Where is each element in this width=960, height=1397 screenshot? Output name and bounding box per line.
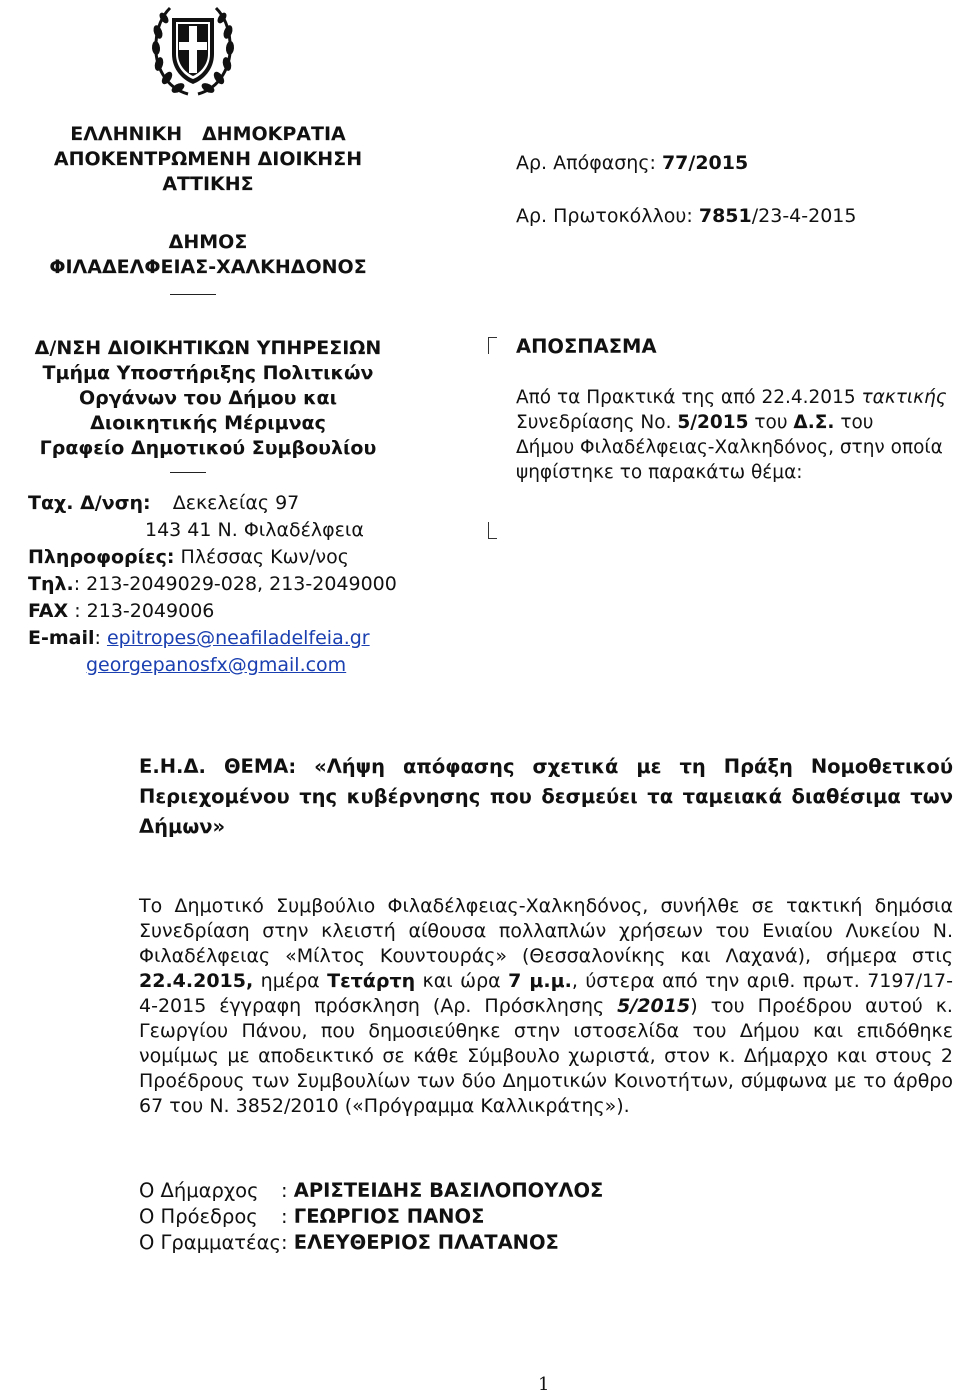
signature-separator: : bbox=[281, 1205, 294, 1228]
info-value: Πλέσσας Κων/νος bbox=[180, 546, 349, 568]
decision-value: 77/2015 bbox=[661, 152, 749, 174]
signature-role: Ο Πρόεδρος bbox=[139, 1205, 258, 1228]
signature-role: Ο Γραμματέας bbox=[139, 1231, 281, 1254]
phone-value: : 213-2049029-028, 213-2049000 bbox=[73, 573, 397, 595]
decision-label: Αρ. Απόφασης: bbox=[516, 152, 662, 174]
meeting-date: 22.4.2015, bbox=[139, 970, 254, 992]
signature-name: ΕΛΕΥΘΕΡΙΟΣ ΠΛΑΤΑΝΟΣ bbox=[293, 1231, 559, 1254]
excerpt-session-number: 5/2015 bbox=[677, 412, 749, 433]
excerpt-line-2 bbox=[516, 410, 956, 435]
email-row bbox=[28, 625, 408, 652]
department-line-3: Διοικητικής Μέριμνας bbox=[90, 412, 326, 434]
state-header bbox=[28, 122, 388, 197]
directorate-name: Δ/ΝΣΗ ΔΙΟΙΚΗΤΙΚΩΝ ΥΠΗΡΕΣΙΩΝ bbox=[34, 337, 382, 359]
municipality-header bbox=[28, 230, 388, 280]
email-row-2 bbox=[28, 652, 408, 679]
body-paragraph bbox=[139, 894, 953, 1119]
signature-role: Ο Δήμαρχος bbox=[139, 1179, 259, 1202]
excerpt-text bbox=[516, 385, 956, 485]
address-label: Ταχ. Δ/νση: bbox=[28, 492, 151, 514]
divider bbox=[170, 294, 216, 295]
country-name: ΕΛΛΗΝΙΚΗ ΔΗΜΟΚΡΑΤΙΑ bbox=[70, 123, 346, 145]
excerpt-line-2-end: του bbox=[834, 412, 874, 433]
protocol-number bbox=[516, 203, 856, 229]
divider bbox=[170, 472, 206, 473]
phone-row bbox=[28, 571, 408, 598]
excerpt-line-1 bbox=[516, 385, 956, 410]
administration-line-2: ΑΤΤΙΚΗΣ bbox=[162, 173, 254, 195]
subject-prefix: Ε.Η.Δ. bbox=[139, 755, 206, 778]
body-text-2: ημέρα bbox=[253, 970, 328, 992]
body-text-3: και ώρα bbox=[415, 970, 509, 992]
phone-label: Τηλ. bbox=[28, 573, 74, 595]
signature-mayor bbox=[139, 1178, 603, 1204]
directorate-block bbox=[28, 336, 388, 461]
coat-of-arms-icon bbox=[148, 2, 238, 98]
fax-row bbox=[28, 598, 408, 625]
excerpt-line-1-text: Από τα Πρακτικά της από 22.4.2015 bbox=[516, 387, 862, 408]
municipality-line-1: ΔΗΜΟΣ bbox=[168, 231, 248, 253]
municipality-line-2: ΦΙΛΑΔΕΛΦΕΙΑΣ-ΧΑΛΚΗΔΟΝΟΣ bbox=[49, 256, 367, 278]
excerpt-line-2-text: Συνεδρίασης Νο. bbox=[516, 412, 678, 433]
signature-secretary bbox=[139, 1230, 559, 1256]
excerpt-council-abbr: Δ.Σ. bbox=[793, 412, 835, 433]
address-street: Δεκελείας 97 bbox=[172, 492, 300, 514]
email-label: E-mail bbox=[28, 627, 95, 649]
excerpt-line-2-of: του bbox=[748, 412, 794, 433]
address-city: 143 41 Ν. Φιλαδέλφεια bbox=[145, 519, 364, 541]
bracket-bottom bbox=[488, 522, 497, 539]
address-row bbox=[28, 490, 408, 517]
email-separator: : bbox=[94, 627, 107, 649]
excerpt-line-3: Δήμου Φιλαδέλφειας-Χαλκηδόνος, στην οποία bbox=[516, 437, 943, 458]
body-text-4: , ύστερα από την αριθ. πρωτ. 7197/17-4-2015 έγγραφη πρόσκληση (Αρ. Πρόσκλησης bbox=[139, 970, 954, 1017]
body-text-1: Το Δημοτικό Συμβούλιο Φιλαδέλφειας-Χαλκηδόνος, συνήλθε σε τακτική δημόσια Συνεδρίαση στην κλειστή αίθουσα πολλαπλών χρήσεων του Ενιαίου Λυκείου Ν. Φιλαδέλφειας «Μίλτος Κουντουράς» (Θεσσαλονίκης και Λαχανά), σήμερα στις bbox=[139, 895, 953, 967]
excerpt-line-4: ψηφίστηκε το παρακάτω θέμα: bbox=[516, 462, 803, 483]
protocol-value: 7851 bbox=[698, 205, 752, 227]
department-line-1: Τμήμα Υποστήριξης Πολιτικών bbox=[42, 362, 374, 384]
office-name: Γραφείο Δημοτικού Συμβουλίου bbox=[39, 437, 377, 459]
signature-president bbox=[139, 1204, 484, 1230]
subject-text: «Λήψη απόφασης σχετικά με τη Πράξη Νομοθετικού Περιεχομένου της κυβέρνησης που δεσμεύει τα ταμειακά διαθέσιμα των Δήμων» bbox=[139, 755, 953, 838]
excerpt-session-type: τακτικής bbox=[861, 387, 947, 408]
meeting-time: 7 μ.μ. bbox=[508, 970, 572, 992]
contact-block bbox=[28, 490, 408, 679]
page-number: 1 bbox=[538, 1374, 550, 1395]
protocol-label: Αρ. Πρωτοκόλλου: bbox=[516, 205, 699, 227]
body-text-5: ) του Προέδρου αυτού κ. Γεωργίου Πάνου, που δημοσιεύθηκε στην ιστοσελίδα του Δήμου και επιδόθηκε νομίμως με αποδεικτικό σε κάθε Σύμβουλο χωριστά, στον κ. Δήμαρχο και στους 2 Προέδρους των Συμβουλίων των δύο Δημοτικών Κοινοτήτων, σύμφωνα με το άρθρο 67 του Ν. 3852/2010 («Πρόγραμμα Καλλικράτης»). bbox=[139, 995, 953, 1117]
subject-block: Ε.Η.Δ. ΘΕΜΑ: «Λήψη απόφασης σχετικά με τη Πράξη Νομοθετικού Περιεχομένου της κυβέρνησης που δεσμεύει τα ταμειακά διαθέσιμα των Δήμων» bbox=[139, 755, 953, 838]
fax-value: : 213-2049006 bbox=[68, 600, 215, 622]
administration-line-1: ΑΠΟΚΕΝΤΡΩΜΕΝΗ ΔΙΟΙΚΗΣΗ bbox=[53, 148, 363, 170]
decision-number bbox=[516, 150, 748, 176]
signature-separator: : bbox=[281, 1231, 294, 1254]
invitation-number: 5/2015 bbox=[617, 995, 691, 1017]
signature-name: ΓΕΩΡΓΙΟΣ ΠΑΝΟΣ bbox=[293, 1205, 485, 1228]
bracket-top bbox=[488, 337, 497, 354]
signature-name: ΑΡΙΣΤΕΙΔΗΣ ΒΑΣΙΛΟΠΟΥΛΟΣ bbox=[293, 1179, 604, 1202]
excerpt-title: ΑΠΟΣΠΑΣΜΑ bbox=[516, 335, 657, 358]
email-link-1[interactable]: epitropes@neafiladelfeia.gr bbox=[106, 627, 370, 649]
meeting-day: Τετάρτη bbox=[327, 970, 416, 992]
email-link-2[interactable]: georgepanosfx@gmail.com bbox=[86, 654, 347, 676]
info-label: Πληροφορίες: bbox=[28, 546, 175, 568]
fax-label: FAX bbox=[28, 600, 69, 622]
department-line-2: Οργάνων του Δήμου και bbox=[78, 387, 338, 409]
subject-label: ΘΕΜΑ bbox=[223, 755, 289, 778]
signature-separator: : bbox=[281, 1179, 294, 1202]
protocol-date: /23-4-2015 bbox=[751, 205, 857, 227]
info-row bbox=[28, 544, 408, 571]
